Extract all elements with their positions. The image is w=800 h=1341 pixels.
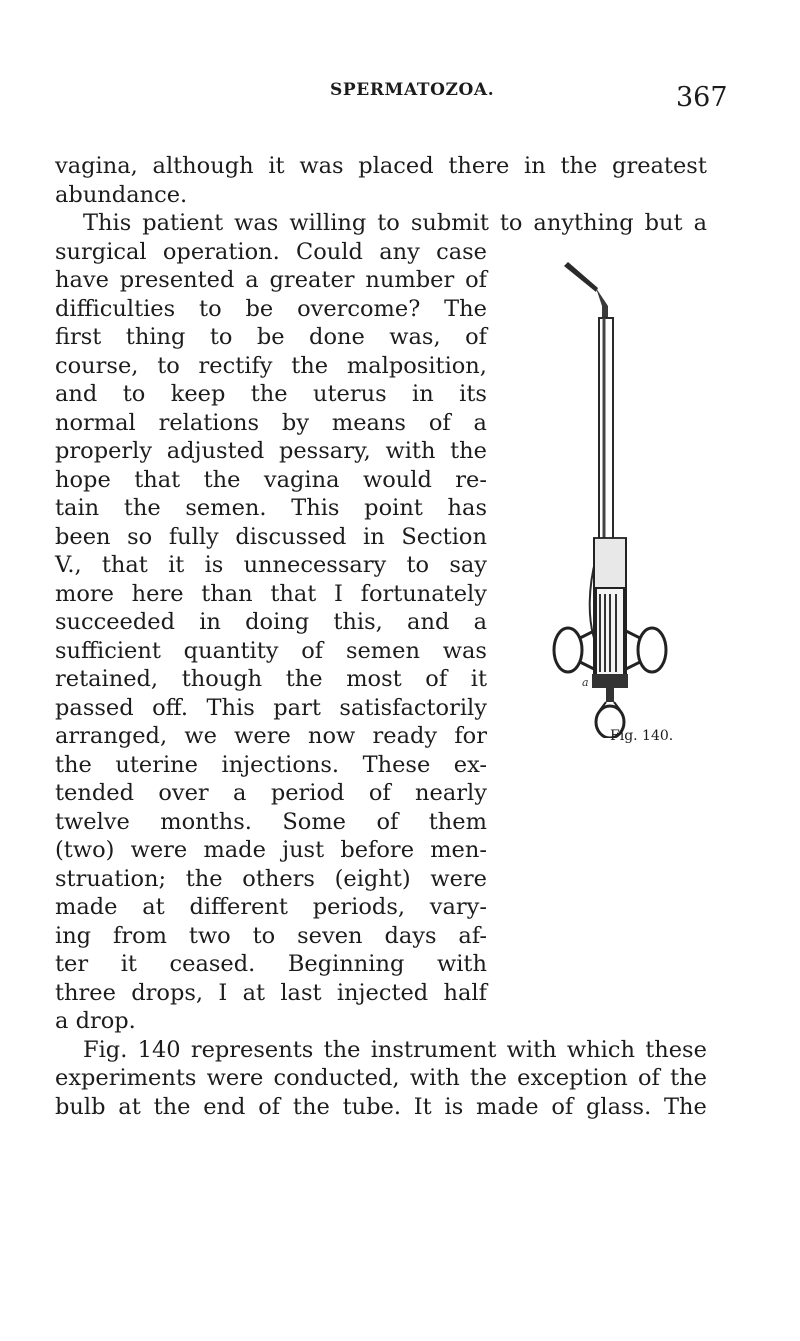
text-line: made at different periods, vary-: [55, 894, 487, 920]
running-head: SPERMATOZOA.: [330, 80, 495, 100]
text-line: ter it ceased. Beginning with: [55, 951, 487, 977]
glass-syringe-illustration-icon: [550, 258, 708, 738]
text-line: vagina, although it was placed there in the greatest: [55, 153, 707, 179]
text-line: succeeded in doing this, and a: [55, 609, 487, 635]
text-line: (two) were made just before men-: [55, 837, 487, 863]
text-line: twelve months. Some of them: [55, 808, 487, 835]
text-line: course, to rectify the malposition,: [55, 352, 487, 379]
page-number: 367: [676, 82, 728, 113]
text-line: more here than that I fortunately: [55, 580, 487, 607]
text-line: have presented a greater number of: [55, 267, 487, 293]
text-line: and to keep the uterus in its: [55, 381, 487, 407]
text-line: three drops, I at last injected half: [55, 979, 487, 1006]
text-line: tended over a period of nearly: [55, 780, 487, 806]
text-line: been so fully discussed in Section: [55, 523, 487, 550]
text-line: tain the semen. This point has: [55, 495, 487, 521]
text-line: a drop.: [55, 1008, 136, 1034]
text-line: sufficient quantity of semen was: [55, 637, 487, 664]
text-line: bulb at the end of the tube. It is made of glass. The: [55, 1093, 707, 1120]
text-line: passed off. This part satisfactorily: [55, 694, 487, 721]
text-line: arranged, we were now ready for: [55, 723, 487, 749]
text-line: first thing to be done was, of: [55, 324, 487, 350]
text-line: This patient was willing to submit to anything but a: [83, 210, 707, 236]
text-line: ing from two to seven days af-: [55, 922, 487, 949]
text-line: retained, though the most of it: [55, 666, 487, 692]
text-line: V., that it is unnecessary to say: [55, 552, 487, 578]
text-line: normal relations by means of a: [55, 409, 487, 436]
text-line: difficulties to be overcome? The: [55, 295, 487, 322]
text-line: struation; the others (eight) were: [55, 865, 487, 892]
text-line: experiments were conducted, with the exception of the: [55, 1065, 707, 1091]
text-line: hope that the vagina would re-: [55, 466, 487, 493]
figure-label-a: a: [582, 676, 589, 689]
text-line: properly adjusted pessary, with the: [55, 438, 487, 464]
text-line: surgical operation. Could any case: [55, 238, 487, 265]
text-line: abundance.: [55, 181, 188, 208]
text-line: the uterine injections. These ex-: [55, 751, 487, 778]
figure-caption: Fig. 140.: [610, 728, 674, 744]
text-line: Fig. 140 represents the instrument with which these: [83, 1036, 707, 1063]
